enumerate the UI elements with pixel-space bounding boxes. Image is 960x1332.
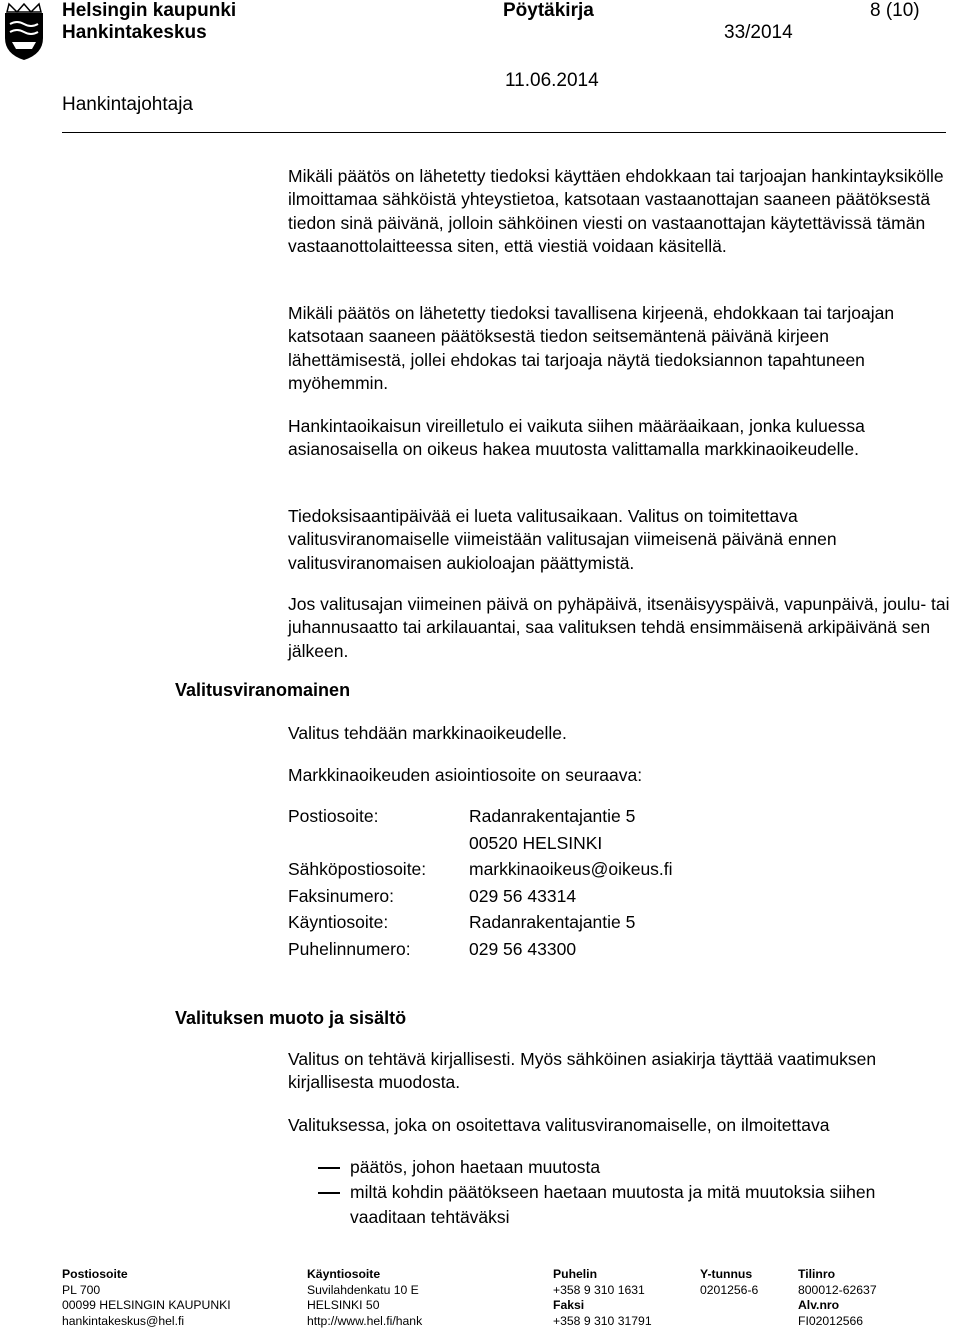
header-doc-number: 33/2014 [724,22,793,43]
authority-line: Valitus tehdään markkinaoikeudelle. [288,723,567,743]
address-label: Käyntiosoite: [288,912,389,932]
header-page-number: 8 (10) [870,0,920,21]
header-unit: Hankintakeskus [62,22,207,43]
dash-bullet-icon [318,1192,340,1194]
header-doc-type: Pöytäkirja [503,0,594,21]
section-heading-form: Valituksen muoto ja sisältö [175,1008,407,1028]
address-value: 029 56 43300 [469,939,577,959]
header-date: 11.06.2014 [505,70,599,91]
dash-bullet-icon [318,1167,340,1169]
list-item: päätös, johon haetaan muutosta [288,1155,950,1180]
paragraph: Valitus on tehtävä kirjallisesti. Myös sähköinen asiakirja täyttää vaatimuksen kirjallisesta muodosta. [288,1049,877,1093]
city-crest-logo [2,2,46,62]
address-row [288,909,635,936]
address-row [288,883,576,910]
header-divider [62,132,946,133]
address-value: 029 56 43314 [469,886,577,906]
address-row [288,856,673,883]
footer-website-link[interactable]: http://www.hel.fi/hank [307,1313,423,1328]
address-label: Faksinumero: [288,886,395,906]
section-heading-authority: Valitusviranomainen [175,680,351,700]
header-city: Helsingin kaupunki [62,0,237,21]
address-value: Radanrakentajantie 5 [469,912,636,932]
address-value: Radanrakentajantie 5 [469,806,636,826]
address-value: markkinaoikeus@oikeus.fi [469,859,673,879]
paragraph: Jos valitusajan viimeinen päivä on pyhäpäivä, itsenäisyyspäivä, vapunpäivä, joulu- tai juhannusaatto tai arkilauantai, saa valituksen tehdä ensimmäisenä arkipäivänä sen jälkeen. [288,594,950,661]
footer-column-phone: Puhelin +358 9 310 1631 Faksi +358 9 310 31791 [553,1267,652,1328]
paragraph: Hankintaoikaisun vireilletulo ei vaikuta siihen määräaikaan, jonka kuluessa asianosaisella on oikeus hakea muutosta valittamalla markkinaoikeudelle. [288,416,865,460]
footer-column-visit: Käyntiosoite Suvilahdenkatu 10 E HELSINKI 50 http://www.hel.fi/hank [307,1267,423,1328]
footer-column-account: Tilinro 800012-62637 Alv.nro FI02012566 [798,1267,877,1328]
footer-column-business-id: Y-tunnus 0201256-6 [700,1267,759,1297]
footer-email-link[interactable]: hankintakeskus@hel.fi [62,1313,185,1328]
paragraph: Mikäli päätös on lähetetty tiedoksi tavallisena kirjeenä, ehdokkaan tai tarjoajan katsotaan saaneen päätöksestä tiedon seitsemäntenä päivänä kirjeen lähettämisestä, jollei ehdokas tai tarjoaja näytä tiedoksiannon tapahtuneen myöhemmin. [288,303,895,394]
address-row [288,830,602,857]
address-label: Sähköpostiosoite: [288,859,427,879]
address-label: Postiosoite: [288,806,379,826]
address-value: 00520 HELSINKI [469,833,603,853]
list-item: miltä kohdin päätökseen haetaan muutosta ja mitä muutoksia siihen vaaditaan tehtäväksi [288,1180,950,1229]
authority-line: Markkinaoikeuden asiointiosoite on seuraava: [288,765,643,785]
address-row [288,936,576,963]
paragraph: Mikäli päätös on lähetetty tiedoksi käyttäen ehdokkaan tai tarjoajan hankintayksikölle ilmoittamaa sähköistä yhteystietoa, katsotaan vastaanottajan saaneen päätöksestä tiedon sinä päivänä, jolloin sähköinen viesti on vastaanottajan käytettävissä tämän vastaanottolaitteessa siten, että viestiä voidaan käsitellä. [288,166,944,257]
address-row [288,803,635,830]
header-role: Hankintajohtaja [62,94,193,115]
address-label: Puhelinnumero: [288,939,411,959]
paragraph: Tiedoksisaantipäivää ei lueta valitusaikaan. Valitus on toimitettava valitusviranomaiselle viimeistään valitusajan viimeisenä päivänä ennen valitusviranomaisen aukioloajan päättymistä. [288,506,837,573]
paragraph: Valituksessa, joka on osoitettava valitusviranomaiselle, on ilmoitettava [288,1115,830,1135]
footer-column-postal: Postiosoite PL 700 00099 HELSINGIN KAUPUNKI hankintakeskus@hel.fi [62,1267,231,1328]
